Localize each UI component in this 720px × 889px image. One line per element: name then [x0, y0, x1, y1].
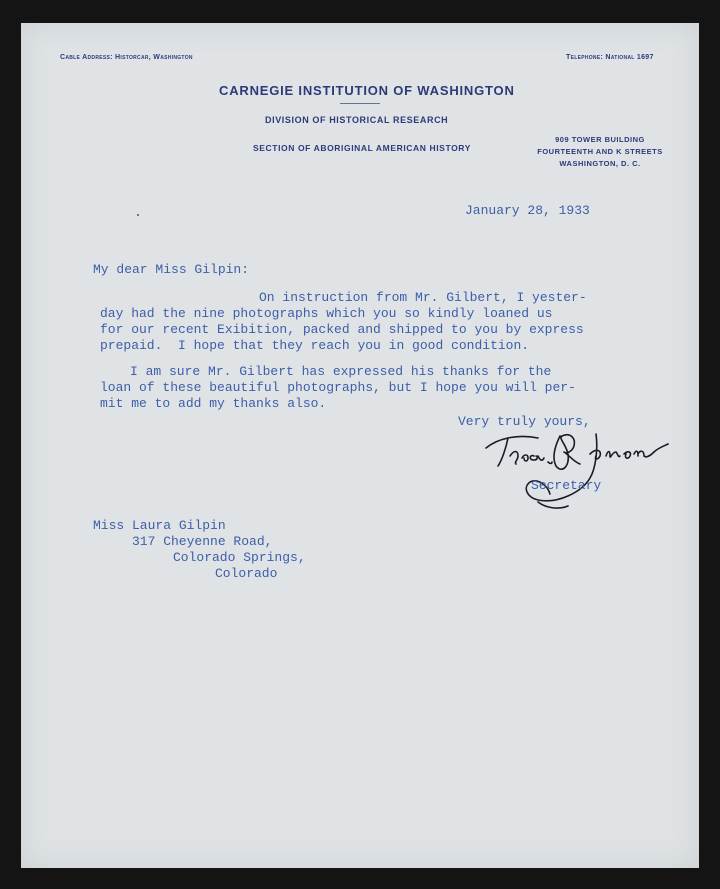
organization-name: CARNEGIE INSTITUTION OF WASHINGTON — [219, 83, 515, 98]
handwritten-signature — [478, 408, 678, 518]
paragraph-line: day had the nine photographs which you so kindly loaned us — [100, 306, 553, 321]
paragraph-line: On instruction from Mr. Gilbert, I yester- — [259, 290, 587, 305]
address-line: FOURTEENTH AND K STREETS — [537, 147, 663, 156]
paragraph-line: prepaid. I hope that they reach you in good condition. — [100, 338, 530, 353]
recipient-line: Colorado Springs, — [173, 550, 306, 565]
signer-title: Secretary — [531, 478, 602, 493]
address-line: WASHINGTON, D. C. — [559, 159, 641, 168]
address-line: 909 TOWER BUILDING — [555, 135, 645, 144]
office-address — [530, 134, 670, 170]
paragraph-line: I am sure Mr. Gilbert has expressed his thanks for the — [130, 364, 552, 379]
telephone-number: Telephone: National 1697 — [566, 54, 654, 61]
letter-date: January 28, 1933 — [465, 203, 590, 218]
recipient-line: Colorado — [215, 566, 278, 581]
section-name: SECTION OF ABORIGINAL AMERICAN HISTORY — [253, 143, 471, 153]
division-name: DIVISION OF HISTORICAL RESEARCH — [265, 115, 449, 125]
recipient-line: Miss Laura Gilpin — [93, 518, 226, 533]
cable-address: Cable Address: Historcar, Washington — [60, 54, 193, 61]
letterhead-rule — [340, 103, 380, 104]
closing: Very truly yours, — [458, 414, 591, 429]
paragraph-line: mit me to add my thanks also. — [100, 396, 327, 411]
salutation: My dear Miss Gilpin: — [93, 262, 250, 277]
recipient-line: 317 Cheyenne Road, — [132, 534, 273, 549]
paragraph-line: for our recent Exibition, packed and shipped to you by express — [100, 322, 584, 337]
paragraph-line: loan of these beautiful photographs, but I hope you will per- — [100, 380, 576, 395]
paper-speck — [137, 214, 139, 216]
